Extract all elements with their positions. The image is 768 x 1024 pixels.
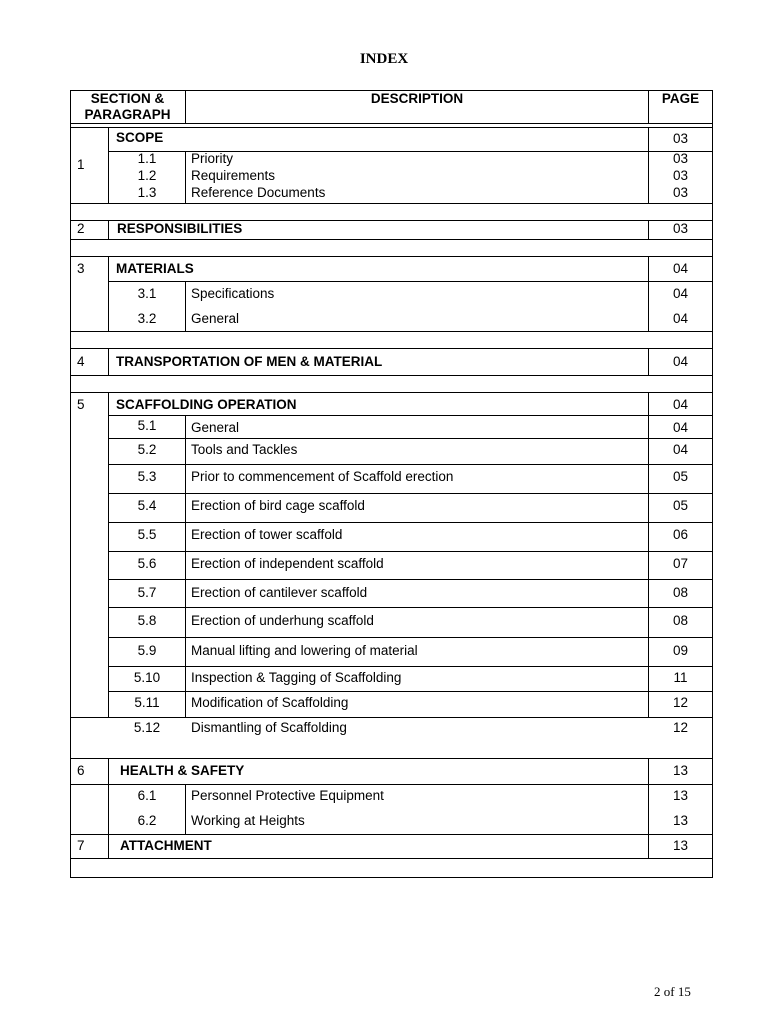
table-divider <box>108 438 713 439</box>
item-number: 5.12 <box>133 720 161 735</box>
item-page: 06 <box>672 527 689 542</box>
item-number: 5.9 <box>137 643 157 658</box>
item-number: 6.1 <box>137 788 157 803</box>
table-border-left <box>70 90 71 878</box>
section-number: 4 <box>77 354 85 369</box>
item-description: Erection of independent scaffold <box>191 556 384 571</box>
item-description: Working at Heights <box>191 813 305 828</box>
item-description: Reference Documents <box>191 185 326 200</box>
page-number: 2 of 15 <box>654 984 691 999</box>
section-title: TRANSPORTATION OF MEN & MATERIAL <box>116 354 383 369</box>
table-divider <box>70 239 713 240</box>
item-number: 5.5 <box>137 527 157 542</box>
item-page: 09 <box>672 643 689 658</box>
item-number: 5.3 <box>137 469 157 484</box>
section-number: 5 <box>77 397 85 412</box>
table-divider <box>70 784 713 785</box>
table-divider <box>70 834 713 835</box>
section-title: RESPONSIBILITIES <box>117 221 243 236</box>
section-number: 2 <box>77 221 85 236</box>
column-divider <box>108 834 109 859</box>
column-divider <box>185 415 186 718</box>
item-number: 5.2 <box>137 442 157 457</box>
table-divider <box>70 256 713 257</box>
table-divider <box>70 123 713 124</box>
item-number: 5.4 <box>137 498 157 513</box>
section-title: SCOPE <box>116 130 164 145</box>
section-title: MATERIALS <box>116 261 194 276</box>
item-number: 5.7 <box>137 585 157 600</box>
item-page: 08 <box>672 613 689 628</box>
item-page: 03 <box>672 151 689 166</box>
section-page: 04 <box>672 397 689 412</box>
item-description: Modification of Scaffolding <box>191 695 349 710</box>
item-description: Specifications <box>191 286 275 301</box>
header-paragraph: PARAGRAPH <box>84 107 171 122</box>
item-page: 08 <box>672 585 689 600</box>
table-border-right <box>712 90 713 878</box>
header-section: SECTION & <box>90 91 165 106</box>
item-description: Priority <box>191 151 234 166</box>
table-divider <box>70 375 713 376</box>
item-description: General <box>191 420 240 435</box>
table-divider <box>108 493 713 494</box>
item-number: 1.1 <box>137 151 157 166</box>
item-page: 04 <box>672 420 689 435</box>
table-divider <box>108 691 713 692</box>
table-divider <box>108 281 713 282</box>
item-page: 07 <box>672 556 689 571</box>
item-number: 5.8 <box>137 613 157 628</box>
section-title: ATTACHMENT <box>120 838 212 853</box>
item-description: Inspection & Tagging of Scaffolding <box>191 670 402 685</box>
table-divider <box>108 607 713 608</box>
item-number: 5.10 <box>133 670 161 685</box>
index-table <box>70 90 713 878</box>
table-divider <box>70 858 713 859</box>
section-page: 04 <box>672 354 689 369</box>
header-description: DESCRIPTION <box>370 91 464 106</box>
section-title: HEALTH & SAFETY <box>120 763 245 778</box>
column-divider <box>108 348 109 376</box>
item-description: Requirements <box>191 168 276 183</box>
item-description: Personnel Protective Equipment <box>191 788 384 803</box>
item-description: General <box>191 311 240 326</box>
column-divider <box>185 151 186 204</box>
item-number: 1.2 <box>137 168 157 183</box>
section-page: 04 <box>672 261 689 276</box>
section-number: 7 <box>77 838 85 853</box>
table-divider <box>70 203 713 204</box>
item-page: 12 <box>672 720 689 735</box>
item-page: 03 <box>672 168 689 183</box>
section-page: 03 <box>672 131 689 146</box>
item-number: 1.3 <box>137 185 157 200</box>
table-border-bottom <box>70 877 713 878</box>
item-number: 5.6 <box>137 556 157 571</box>
section-page: 03 <box>672 221 689 236</box>
table-divider <box>108 579 713 580</box>
item-page: 05 <box>672 498 689 513</box>
column-divider <box>185 784 186 835</box>
item-description: Erection of cantilever scaffold <box>191 585 368 600</box>
item-description: Erection of underhung scaffold <box>191 613 374 628</box>
item-page: 13 <box>672 788 689 803</box>
item-description: Erection of bird cage scaffold <box>191 498 365 513</box>
table-divider <box>70 717 713 718</box>
table-divider <box>108 415 713 416</box>
table-divider <box>108 464 713 465</box>
page-title: INDEX <box>359 51 409 67</box>
item-page: 13 <box>672 813 689 828</box>
item-page: 04 <box>672 442 689 457</box>
column-divider <box>108 220 109 240</box>
item-description: Dismantling of Scaffolding <box>191 720 347 735</box>
table-divider <box>108 551 713 552</box>
table-divider <box>70 758 713 759</box>
item-page: 03 <box>672 185 689 200</box>
table-divider <box>108 522 713 523</box>
item-page: 04 <box>672 311 689 326</box>
item-description: Erection of tower scaffold <box>191 527 343 542</box>
table-divider <box>108 637 713 638</box>
item-number: 6.2 <box>137 813 157 828</box>
table-divider <box>108 666 713 667</box>
table-divider <box>70 348 713 349</box>
column-divider <box>185 281 186 332</box>
table-divider <box>70 331 713 332</box>
item-description: Manual lifting and lowering of material <box>191 643 418 658</box>
section-number: 1 <box>77 157 85 172</box>
item-number: 5.11 <box>134 695 160 710</box>
section-page: 13 <box>672 838 689 853</box>
item-number: 5.1 <box>137 418 157 433</box>
header-page: PAGE <box>661 91 700 106</box>
item-description: Tools and Tackles <box>191 442 298 457</box>
item-description: Prior to commencement of Scaffold erection <box>191 469 454 484</box>
section-title: SCAFFOLDING OPERATION <box>116 397 297 412</box>
section-page: 13 <box>672 763 689 778</box>
item-page: 11 <box>673 670 688 685</box>
item-page: 05 <box>672 469 689 484</box>
item-page: 04 <box>672 286 689 301</box>
item-number: 3.1 <box>137 286 157 301</box>
table-divider <box>70 392 713 393</box>
section-number: 3 <box>77 261 85 276</box>
section-number: 6 <box>77 763 85 778</box>
item-page: 12 <box>672 695 689 710</box>
item-number: 3.2 <box>137 311 157 326</box>
table-divider <box>70 127 713 128</box>
